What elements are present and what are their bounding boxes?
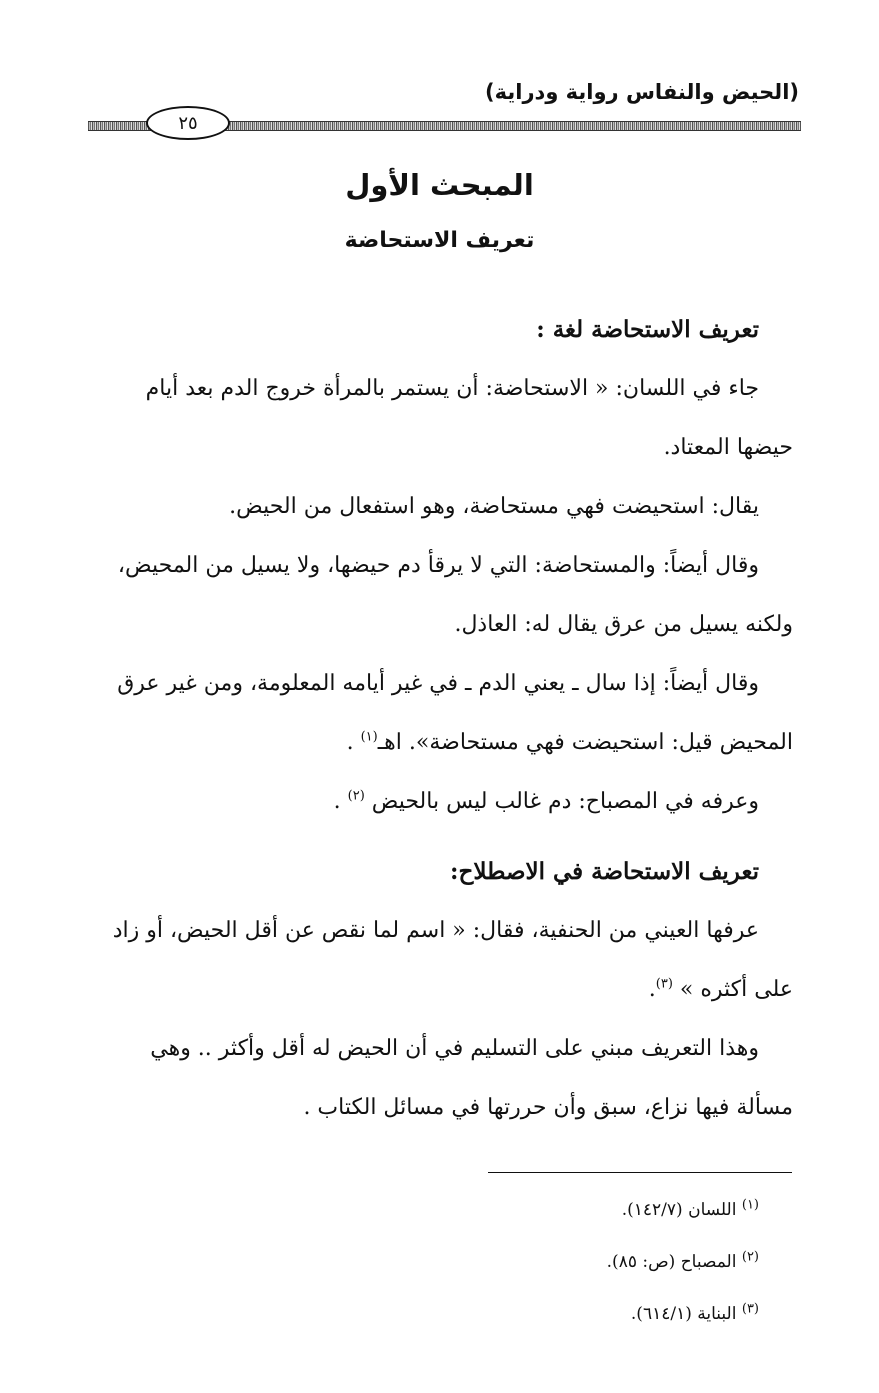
text-line: وهذا التعريف مبني على التسليم في أن الحيض له أقل وأكثر .. وهي	[150, 1036, 759, 1061]
footnote-number: (١)	[741, 1197, 759, 1213]
text-line: وقال أيضاً: والمستحاضة: التي لا يرقأ دم حيضها، ولا يسيل من المحيض،	[117, 553, 759, 578]
footnotes	[300, 1190, 759, 1346]
text-line: على أكثره » $^{(٣)}$.	[648, 976, 793, 1002]
text-line: حيضها المعتاد.	[663, 435, 793, 460]
text-line: وقال أيضاً: إذا سال ـ يعني الدم ـ في غير أيامه المعلومة، ومن غير عرق	[117, 671, 759, 696]
footnote-item	[300, 1294, 759, 1346]
text-line-content: على أكثره »	[679, 977, 793, 1002]
text-line: جاء في اللسان: « الاستحاضة: أن يستمر بالمرأة خروج الدم بعد أيام	[145, 376, 759, 401]
footnote-marker[interactable]: (١)	[360, 729, 378, 745]
footnote-marker[interactable]: (٣)	[655, 976, 673, 992]
section-heading-linguistic: تعريف الاستحاضة لغة :	[536, 316, 759, 343]
text-line: المحيض قيل: استحيضت فهي مستحاضة». اهـ$^{(١)}$ .	[346, 729, 793, 755]
body-text	[76, 300, 793, 1137]
footnote-item	[300, 1190, 759, 1242]
text-line: عرفها العيني من الحنفية، فقال: « اسم لما نقص عن أقل الحيض، أو زاد	[112, 918, 759, 943]
footnote-item	[300, 1242, 759, 1294]
text-line: مسألة فيها نزاع، سبق وأن حررتها في مسائل الكتاب .	[303, 1095, 793, 1120]
page-number-text: ٢٥	[178, 112, 198, 134]
text-line: وعرفه في المصباح: دم غالب ليس بالحيض $^{(٢)}$ .	[333, 788, 759, 814]
text-line-content: وعرفه في المصباح: دم غالب ليس بالحيض	[371, 789, 759, 814]
running-header-title: (الحيض والنفاس رواية ودراية)	[485, 80, 799, 104]
text-line: يقال: استحيضت فهي مستحاضة، وهو استفعال من الحيض.	[229, 494, 759, 519]
footnote-text: اللسان (١٤٢/٧).	[621, 1200, 737, 1220]
chapter-subtitle: تعريف الاستحاضة	[344, 228, 535, 253]
footnote-number: (٢)	[741, 1249, 759, 1265]
footnote-separator	[488, 1172, 792, 1173]
footnote-text: المصباح (ص: ٨٥).	[606, 1252, 737, 1272]
page-number	[146, 106, 230, 140]
footnote-text: البناية (٦١٤/١).	[630, 1304, 737, 1324]
text-line-content: المحيض قيل: استحيضت فهي مستحاضة». اهـ	[377, 730, 793, 755]
footnote-marker[interactable]: (٢)	[347, 788, 365, 804]
section-heading-technical: تعريف الاستحاضة في الاصطلاح:	[450, 858, 759, 885]
text-line: ولكنه يسيل من عرق يقال له: العاذل.	[454, 612, 793, 637]
footnote-number: (٣)	[741, 1301, 759, 1317]
chapter-title: المبحث الأول	[345, 168, 534, 202]
